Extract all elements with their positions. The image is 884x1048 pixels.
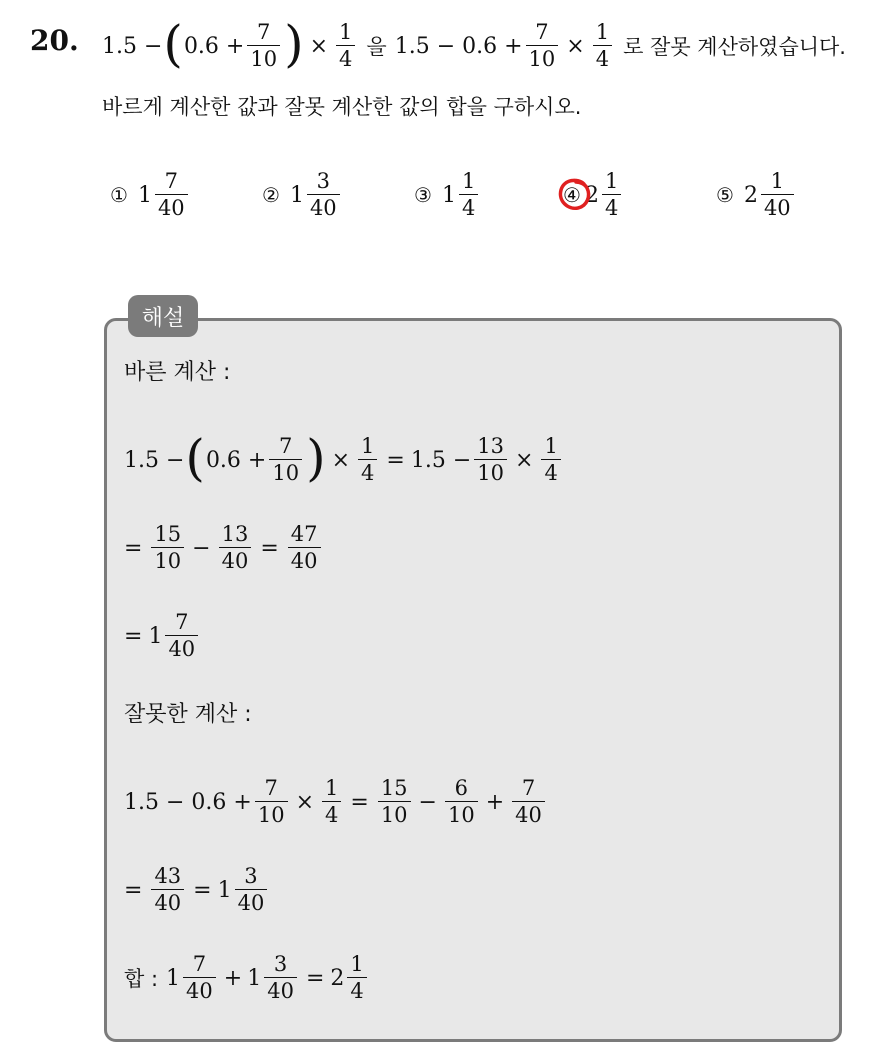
times-sign: ×: [566, 33, 585, 59]
fraction: $\frac{13}{10}$: [474, 436, 507, 484]
fraction: $\frac{13}{40}$: [219, 524, 252, 572]
fraction: $\frac{1}{4}$: [602, 171, 621, 219]
fraction: $\frac{1}{4}$: [322, 778, 341, 826]
choice-2[interactable]: ② 1 $\frac{3}{40}$: [262, 160, 343, 230]
choice-1[interactable]: ① 1 $\frac{7}{40}$: [110, 160, 191, 230]
fraction: $\frac{1}{4}$: [459, 171, 478, 219]
wrong-step-1: 1.5 − 0.6 + $\frac{7}{10}$ × $\frac{1}{4}$ = $\frac{15}{10}$ − $\frac{6}{10}$ + $\frac{7}{40}$: [124, 770, 548, 834]
choice-5[interactable]: ⑤ 2 $\frac{1}{40}$: [716, 160, 797, 230]
stmt-a: 1.5 −: [102, 33, 163, 59]
fraction: $\frac{1}{4}$: [336, 22, 355, 70]
fraction: $\frac{7}{10}$: [269, 436, 302, 484]
fraction: $\frac{7}{40}$: [155, 171, 188, 219]
stmt-c: 1.5 − 0.6 +: [394, 33, 523, 59]
fraction: $\frac{6}{10}$: [445, 778, 478, 826]
problem-number: 20.: [30, 24, 79, 57]
left-paren: (: [163, 15, 183, 73]
stmt-b: 0.6 +: [183, 33, 245, 59]
problem-statement: [102, 14, 846, 78]
correct-step-2: = $\frac{15}{10}$ − $\frac{13}{40}$ = $\frac{47}{40}$: [124, 516, 324, 580]
choice-3[interactable]: ③ 1 $\frac{1}{4}$: [414, 160, 481, 230]
fraction: $\frac{43}{40}$: [151, 866, 184, 914]
problem-question: 바르게 계산한 값과 잘못 계산한 값의 합을 구하시오.: [102, 95, 582, 119]
fraction: $\frac{7}{40}$: [512, 778, 545, 826]
fraction: $\frac{7}{10}$: [255, 778, 288, 826]
fraction: $\frac{7}{10}$: [526, 22, 559, 70]
correct-step-3: = 1 $\frac{7}{40}$: [124, 604, 201, 668]
fraction: $\frac{3}{40}$: [235, 866, 268, 914]
korean-text: 로 잘못 계산하였습니다.: [623, 35, 846, 59]
solution-box: [104, 318, 842, 1042]
wrong-heading: 잘못한 계산 :: [124, 701, 252, 727]
times-sign: ×: [309, 33, 329, 59]
fraction: $\frac{1}{4}$: [358, 436, 377, 484]
fraction: $\frac{3}{40}$: [307, 171, 340, 219]
fraction: $\frac{1}{4}$: [541, 436, 560, 484]
correct-heading: 바른 계산 :: [124, 359, 231, 385]
fraction: $\frac{1}{40}$: [761, 171, 794, 219]
sum-line: 합 : 1 $\frac{7}{40}$ + 1 $\frac{3}{40}$ = 2 $\frac{1}{4}$: [124, 946, 370, 1010]
fraction: $\frac{1}{4}$: [347, 954, 366, 1002]
fraction: $\frac{15}{10}$: [151, 524, 184, 572]
fraction: $\frac{3}{40}$: [264, 954, 297, 1002]
wrong-step-2: = $\frac{43}{40}$ = 1 $\frac{3}{40}$: [124, 858, 270, 922]
fraction: $\frac{7}{10}$: [247, 22, 280, 70]
answer-choices: [0, 160, 884, 230]
solution-tab: 해설: [128, 295, 198, 337]
fraction: $\frac{7}{40}$: [183, 954, 216, 1002]
korean-text: 을: [366, 35, 387, 59]
fraction: $\frac{47}{40}$: [288, 524, 321, 572]
correct-step-1: 1.5 − ( 0.6 + $\frac{7}{10}$ ) × $\frac{1}{4}$ = 1.5 − $\frac{13}{10}$ × $\frac{1}{4}$: [124, 428, 564, 492]
fraction: $\frac{1}{4}$: [593, 22, 612, 70]
fraction: $\frac{15}{10}$: [378, 778, 411, 826]
choice-4[interactable]: ④ 2 $\frac{1}{4}$: [563, 160, 624, 230]
right-paren: ): [284, 15, 304, 73]
fraction: $\frac{7}{40}$: [165, 612, 198, 660]
answer-circle-mark: [556, 176, 594, 214]
